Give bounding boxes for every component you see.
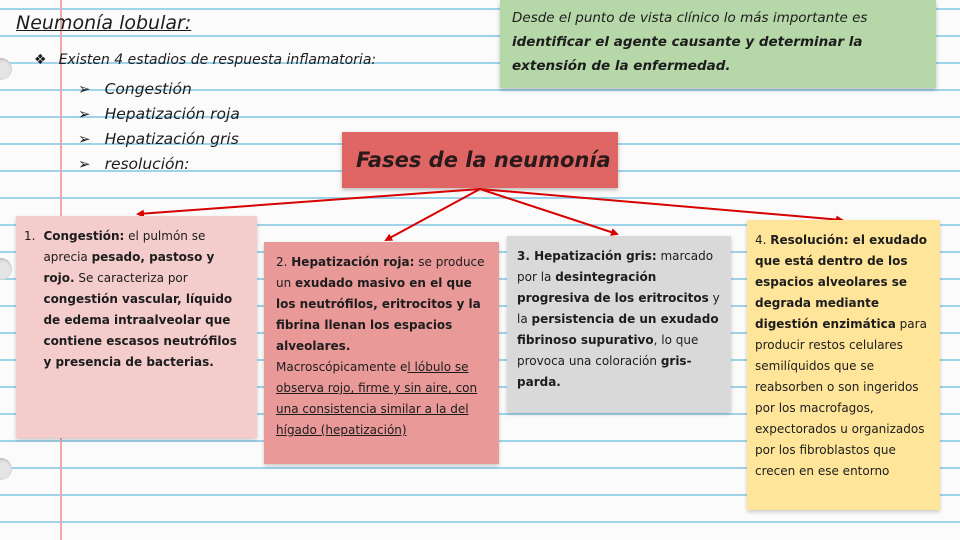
list-item: ➢ Hepatización roja [78,104,240,123]
clinical-note-intro: Desde el punto de vista clínico lo más importante es [512,10,868,26]
card-hepatizacion-gris: 3. Hepatización gris: marcado por la desintegración progresiva de los eritrocitos y la persistencia de un exudado fibrinoso supurativo, lo que provoca una coloración gris-parda. [507,236,731,412]
list-item: ➢ Congestión [78,79,192,98]
paper-hole [0,58,12,80]
arrow-bullet-icon: ➢ [78,129,91,148]
main-bullet-text: Existen 4 estadios de respuesta inflamatoria: [58,52,377,68]
list-item: ➢ Hepatización gris [78,129,239,148]
arrow-to-hepatizacion-gris [480,189,617,234]
stages-list [34,52,376,176]
card-hepatizacion-roja: 2. Hepatización roja: se produce un exudado masivo en el que los neutrófilos, eritrocitos y la fibrina llenan los espacios alveolares. Macroscópicamente el lóbulo se observa rojo, firme y sin aire, con una consistencia similar a la del hígado (hepatización) [264,242,499,464]
arrow-bullet-icon: ➢ [78,154,91,173]
arrow-bullet-icon: ➢ [78,79,91,98]
arrow-to-resolucion [480,189,842,220]
card-text: Congestión: el pulmón se aprecia pesado, pastoso y rojo. Se caracteriza por congestión vascular, líquido de edema intraalveolar que contiene escasos neutrófilos y presencia de bacterias. [43,229,237,369]
underlined-text: l lóbulo se observa rojo, firme y sin aire, con una consistencia similar a la del hígado (hepatización) [276,360,478,437]
arrow-to-hepatizacion-roja [386,189,480,240]
paper-hole [0,458,12,480]
main-bullet [34,52,376,68]
clinical-note-emphasis: identificar el agente causante y determinar la extensión de la enfermedad. [512,34,863,74]
paper-hole [0,258,12,280]
card-congestion [16,216,257,438]
card-resolucion: 4. Resolución: el exudado que está dentro de los espacios alveolares se degrada mediante digestión enzimática para producir restos celulares semilíquidos que se reabsorben o son ingeridos por los macrofagos, expectorados u organizados por los fibroblastos que crecen en ese entorno [747,220,940,510]
stage-sublist [34,76,376,176]
clinical-note [500,0,936,88]
card-number: 1. [24,229,36,243]
list-item: ➢ resolución: [78,154,190,173]
section-heading: Neumonía lobular: [16,12,192,34]
arrow-bullet-icon: ➢ [78,104,91,123]
diagram-title: Fases de la neumonía [342,132,618,188]
arrow-to-congestion [138,189,480,214]
diamond-bullet-icon: ❖ [34,52,47,68]
